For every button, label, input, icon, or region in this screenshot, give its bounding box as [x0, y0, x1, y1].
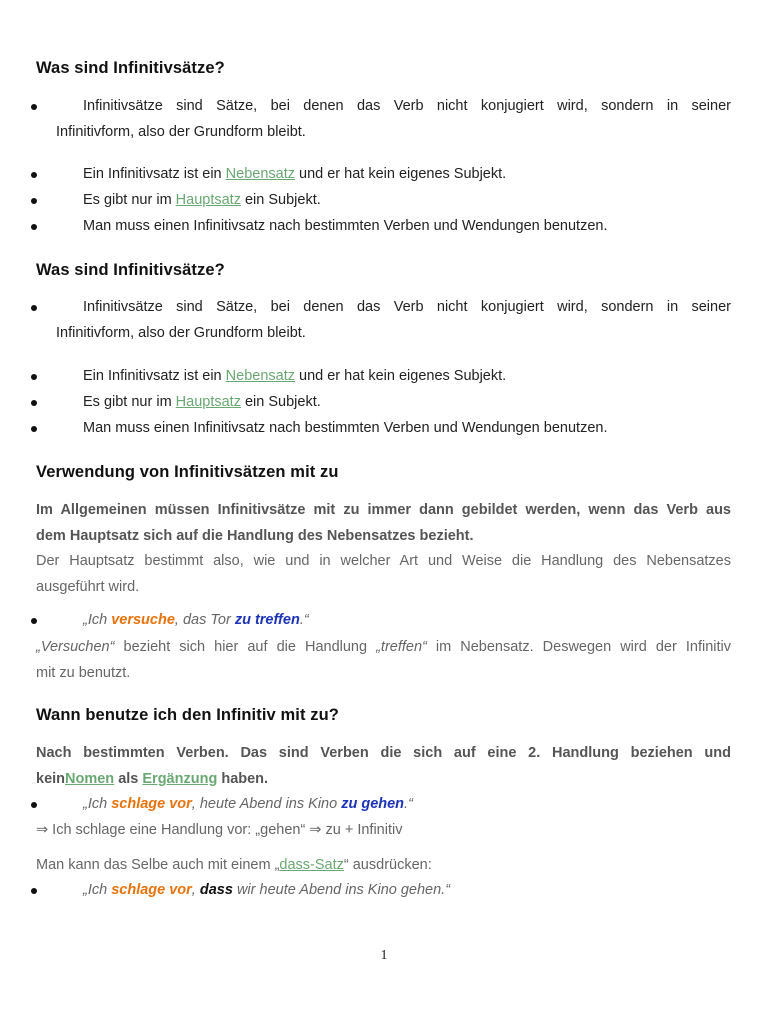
example-bullet [36, 607, 731, 633]
bullet-icon [31, 426, 37, 432]
bullet-item [36, 389, 731, 415]
bullet-text: Ein Infinitivsatz ist ein Nebensatz und er hat kein eigenes Subjekt. [83, 368, 507, 384]
paragraph-line: Der Hauptsatz bestimmt also, wie und in welcher Art und Weise die Handlung des Nebensatzes [36, 553, 731, 569]
paragraph [36, 548, 731, 600]
bullet-item [36, 415, 731, 441]
bullet-icon [31, 305, 37, 311]
bullet-item [36, 161, 731, 187]
bullet-item [36, 93, 731, 145]
bullet-icon [31, 198, 37, 204]
bullet-icon [31, 618, 37, 624]
bold-paragraph-line: Im Allgemeinen müssen Infinitivsätze mit zu immer dann gebildet werden, wenn das Verb aus [36, 502, 731, 518]
bullet-item [36, 363, 731, 389]
section-heading: Wann benutze ich den Infinitiv mit zu? [36, 706, 339, 724]
bullet-icon [31, 802, 37, 808]
bullet-icon [31, 104, 37, 110]
link-ergaenzung[interactable]: Ergänzung [142, 771, 218, 787]
link-hauptsatz[interactable]: Hauptsatz [175, 192, 241, 208]
bullet-icon [31, 400, 37, 406]
link-hauptsatz[interactable]: Hauptsatz [175, 394, 241, 410]
bullet-icon [31, 224, 37, 230]
bullet-text: Infinitivsätze sind Sätze, bei denen das Verb nicht konjugiert wird, sondern in seiner [83, 98, 731, 114]
section-heading: Was sind Infinitivsätze? [36, 261, 225, 279]
bullet-text: Es gibt nur im Hauptsatz ein Subjekt. [83, 394, 321, 410]
bullet-text: Man muss einen Infinitivsatz nach bestimmten Verben und Wendungen benutzen. [83, 420, 608, 436]
link-nomen[interactable]: Nomen [65, 771, 115, 787]
example-text: „Ich versuche, das Tor zu treffen.“ [83, 612, 309, 628]
bold-paragraph [36, 740, 731, 792]
bullet-text-cont: Infinitivform, also der Grundform bleibt. [56, 124, 306, 140]
explanation-line: mit zu benutzt. [36, 665, 131, 681]
bullet-item [36, 294, 731, 346]
bold-paragraph-line: Nach bestimmten Verben. Das sind Verben die sich auf eine 2. Handlung beziehen und [36, 745, 731, 761]
example-text: „Ich schlage vor, heute Abend ins Kino zu gehen.“ [83, 796, 413, 812]
bullet-item [36, 187, 731, 213]
bullet-icon [31, 888, 37, 894]
bold-paragraph-line: dem Hauptsatz sich auf die Handlung des Nebensatzes bezieht. [36, 528, 474, 544]
bullet-item [36, 213, 731, 239]
bullet-text-cont: Infinitivform, also der Grundform bleibt. [56, 325, 306, 341]
bold-paragraph-line: keinNomen als Ergänzung haben. [36, 771, 269, 787]
example-text: „Ich schlage vor, dass wir heute Abend ins Kino gehen.“ [83, 882, 451, 898]
explanation-paragraph [36, 634, 731, 686]
bullet-text: Infinitivsätze sind Sätze, bei denen das Verb nicht konjugiert wird, sondern in seiner [83, 299, 731, 315]
arrow-line: ⇒ Ich schlage eine Handlung vor: „gehen“ ⇒ zu + Infinitiv [36, 822, 403, 838]
page-number: 1 [380, 948, 388, 963]
section-heading: Was sind Infinitivsätze? [36, 59, 225, 77]
section-heading: Verwendung von Infinitivsätzen mit zu [36, 463, 339, 481]
bullet-text: Man muss einen Infinitivsatz nach bestimmten Verben und Wendungen benutzen. [83, 218, 608, 234]
dass-paragraph: Man kann das Selbe auch mit einem „dass-Satz“ ausdrücken: [36, 857, 432, 873]
example-bullet [36, 791, 731, 817]
link-dass-satz[interactable]: dass-Satz [279, 857, 344, 873]
bullet-text: Ein Infinitivsatz ist ein Nebensatz und er hat kein eigenes Subjekt. [83, 166, 507, 182]
paragraph-line: ausgeführt wird. [36, 579, 140, 595]
explanation-line: „Versuchen“ bezieht sich hier auf die Handlung „treffen“ im Nebensatz. Deswegen wird der Infinitiv [36, 639, 731, 655]
link-nebensatz[interactable]: Nebensatz [225, 368, 295, 384]
bullet-icon [31, 172, 37, 178]
link-nebensatz[interactable]: Nebensatz [225, 166, 295, 182]
bullet-icon [31, 374, 37, 380]
bold-paragraph [36, 497, 731, 549]
bullet-text: Es gibt nur im Hauptsatz ein Subjekt. [83, 192, 321, 208]
example-bullet [36, 877, 731, 903]
